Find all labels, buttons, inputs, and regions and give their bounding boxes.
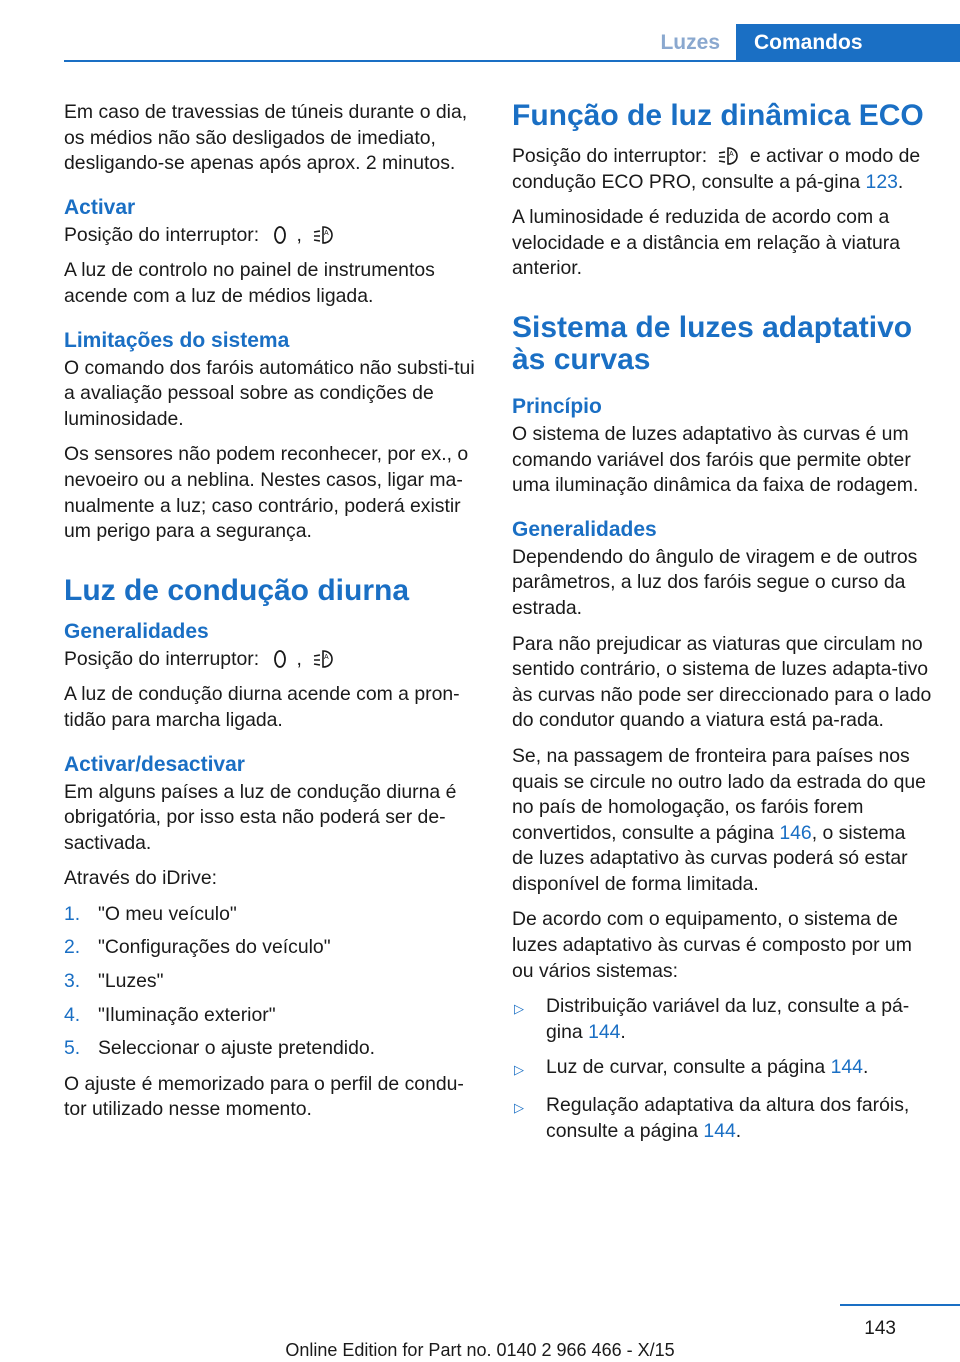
- switch-position-auto-headlight-icon: [311, 648, 335, 670]
- step-text: "Iluminação exterior": [98, 1003, 276, 1026]
- paragraph-mandatory: Em alguns países a luz de condução diurna é obrigatória, por isso esta não poderá ser de‐sactivada.: [64, 780, 457, 854]
- header-rule: [64, 60, 960, 62]
- step-text: Seleccionar o ajuste pretendido.: [98, 1037, 376, 1060]
- paragraph-tunnel: Em caso de travessias de túneis durante o dia, os médios não são desligados de imediato, desligando-se apenas após aprox. 2 minutos.: [64, 101, 468, 175]
- step-text: "Configurações do veículo": [98, 936, 331, 959]
- step-number: 2.: [64, 936, 81, 959]
- step-number: 1.: [64, 902, 81, 925]
- list-item: [512, 994, 932, 1045]
- header-section-label: Luzes: [660, 31, 720, 54]
- list-item: [64, 969, 480, 995]
- bullet-label: Distribuição variável da luz, consulte a pá‐gina: [546, 995, 910, 1043]
- gen-3-text-b: , o sistema de luzes adaptativo às curvas poderá só estar disponível de forma limitada.: [512, 821, 908, 895]
- footer-edition: Online Edition for Part no. 0140 2 966 466 - X/15: [285, 1340, 675, 1360]
- paragraph-limit-2: Os sensores não podem reconhecer, por ex., o nevoeiro ou a neblina. Nestes casos, ligar ma‐nualmente a luz; caso contrário, poderá existir um perigo para a segurança.: [64, 443, 469, 543]
- list-item: [512, 1093, 932, 1144]
- bullet-end: .: [620, 1020, 626, 1043]
- paragraph-memorized: O ajuste é memorizado para o perfil de condu‐tor utilizado nesse momento.: [64, 1072, 464, 1121]
- paragraph-switch-position-1: [64, 223, 480, 249]
- header-chapter-tab: Comandos: [736, 24, 960, 62]
- svg-text:A: A: [324, 653, 329, 661]
- eco-text: e activar o modo de condução ECO PRO, consulte a pá‐gina: [512, 145, 921, 193]
- gen-3-text-a: Se, na passagem de fronteira para países nos quais se circule no outro lado da estrada do que no país de homologação, os faróis forem convertidos, consulte a página: [512, 744, 926, 844]
- switch-position-0-icon: [268, 648, 292, 670]
- bullet-end: .: [862, 1056, 869, 1079]
- page-link-144[interactable]: 144: [830, 1056, 863, 1079]
- step-number: 4.: [64, 1003, 81, 1026]
- bullet-label: Luz de curvar, consulte a página: [546, 1056, 826, 1079]
- heading-generalidades-left: Generalidades: [64, 619, 209, 643]
- paragraph-gen-1: Dependendo do ângulo de viragem e de outros parâmetros, a luz dos faróis segue o curso da estrada.: [512, 545, 918, 619]
- bullet-end: .: [735, 1119, 742, 1142]
- eco-end: .: [897, 170, 904, 193]
- paragraph-drl-on: A luz de condução diurna acende com a pron‐tidão para marcha ligada.: [64, 683, 460, 731]
- left-column: [64, 100, 480, 1133]
- paragraph-gen-4: De acordo com o equipamento, o sistema de luzes adaptativo às curvas é composto por um ou vários sistemas:: [512, 908, 912, 982]
- heading-activar-desactivar: Activar/desactivar: [64, 752, 245, 776]
- paragraph-eco-switch: [512, 144, 932, 195]
- paragraph-gen-3: [512, 744, 932, 898]
- paragraph-principio: O sistema de luzes adaptativo às curvas é um comando variável dos faróis que permite obter uma iluminação dinâmica da faixa de rodagem.: [512, 422, 919, 497]
- svg-text:A: A: [729, 151, 735, 158]
- switch-separator: ,: [296, 223, 302, 246]
- heading-generalidades-right: Generalidades: [512, 517, 657, 541]
- switch-separator: ,: [296, 647, 302, 670]
- list-item: [64, 1036, 480, 1062]
- triangle-bullet-icon: ▷: [514, 1100, 524, 1116]
- page-link-144[interactable]: 144: [703, 1119, 736, 1142]
- heading-funcao-eco: Função de luz dinâmica ECO: [512, 99, 924, 132]
- step-number: 5.: [64, 1037, 81, 1060]
- list-item: [64, 902, 480, 928]
- switch-position-prefix: Posição do interruptor:: [512, 145, 708, 167]
- heading-limitacoes: Limitações do sistema: [64, 328, 290, 352]
- heading-luz-conducao-diurna: Luz de condução diurna: [64, 573, 410, 607]
- bullet-text: [546, 1093, 932, 1144]
- triangle-bullet-icon: ▷: [514, 1062, 524, 1078]
- paragraph-switch-position-2: [64, 647, 480, 673]
- idrive-steps-list: [64, 902, 480, 1062]
- paragraph-limit-1: O comando dos faróis automático não substi‐tui a avaliação pessoal sobre as condições de luminosidade.: [64, 356, 475, 430]
- step-number: 3.: [64, 970, 81, 993]
- paragraph-gen-2: Para não prejudicar as viaturas que circulam no sentido contrário, o sistema de luzes adapta‐tivo às curvas não pode ser direccionado para o lado do condutor quando a viatura está pa‐rada.: [512, 632, 932, 732]
- bullet-text: [546, 1055, 868, 1083]
- bullet-label: Regulação adaptativa da altura dos faróis, consulte a página: [546, 1094, 910, 1142]
- heading-activar: Activar: [64, 195, 136, 219]
- page-link-123[interactable]: 123: [865, 170, 898, 193]
- switch-position-0-icon: [268, 224, 292, 246]
- switch-position-prefix: Posição do interruptor:: [64, 647, 260, 670]
- paragraph-eco-luminosity: A luminosidade é reduzida de acordo com a velocidade e a distância em relação à viatura anterior.: [512, 206, 901, 280]
- bullet-text: [546, 994, 932, 1045]
- step-text: "Luzes": [98, 970, 164, 993]
- switch-position-auto-headlight-icon: [311, 224, 335, 246]
- heading-sistema-adaptativo: Sistema de luzes adaptativo às curvas: [512, 310, 913, 376]
- paragraph-idrive: Através do iDrive:: [64, 867, 218, 890]
- page-link-146[interactable]: 146: [779, 821, 812, 844]
- svg-text:A: A: [324, 229, 329, 237]
- paragraph-control-light: A luz de controlo no painel de instrumentos acende com a luz de médios ligada.: [64, 259, 435, 307]
- step-text: "O meu veículo": [98, 902, 237, 925]
- switch-position-prefix: Posição do interruptor:: [64, 223, 260, 246]
- heading-principio: Princípio: [512, 394, 602, 418]
- list-item: [64, 1003, 480, 1029]
- footer-rule: [840, 1304, 960, 1306]
- switch-position-auto-headlight-icon: [716, 145, 740, 167]
- page-link-144[interactable]: 144: [588, 1020, 621, 1043]
- list-item: [512, 1055, 932, 1083]
- adaptive-systems-list: [512, 994, 932, 1144]
- right-column: [512, 100, 932, 1154]
- triangle-bullet-icon: ▷: [514, 1001, 524, 1017]
- page-number: 143: [864, 1318, 896, 1339]
- list-item: [64, 935, 480, 961]
